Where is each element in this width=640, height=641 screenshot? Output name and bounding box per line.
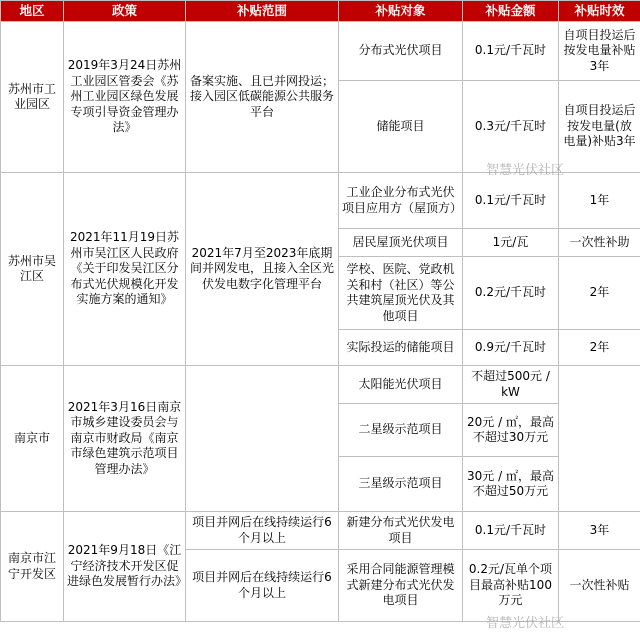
header-amount: 补贴金额 — [463, 1, 559, 22]
header-policy: 政策 — [64, 1, 186, 22]
policy-cell: 2021年3月16日南京市城乡建设委员会与南京市财政局《南京市绿色建筑示范项目管理办法》 — [64, 366, 186, 512]
amount-cell: 0.1元/千瓦时 — [463, 173, 559, 229]
target-cell: 新建分布式光伏发电项目 — [339, 512, 463, 550]
header-period: 补贴时效 — [559, 1, 640, 22]
policy-cell: 2021年9月18日《江宁经济技术开发区促进绿色发展暂行办法》 — [64, 512, 186, 622]
target-cell: 三星级示范项目 — [339, 457, 463, 512]
scope-cell: 备案实施、且已并网投运；接入园区低碳能源公共服务平台 — [186, 22, 339, 173]
region-cell: 南京市 — [1, 366, 64, 512]
amount-cell: 30元 / ㎡，最高不超过50万元 — [463, 457, 559, 512]
period-cell: 自项目投运后按发电量补贴3年 — [559, 22, 640, 81]
target-cell: 工业企业分布式光伏项目应用方（屋顶方） — [339, 173, 463, 229]
watermark: 智慧光伏社区 — [486, 163, 565, 178]
period-cell: 2年 — [559, 257, 640, 330]
amount-cell: 不超过500元 / kW — [463, 366, 559, 404]
table-row — [1, 512, 640, 550]
policy-cell: 2021年11月19日苏州市吴江区人民政府《关于印发吴江区分布式光伏规模化开发实施方案的通知》 — [64, 173, 186, 366]
header-region: 地区 — [1, 1, 64, 22]
target-cell: 二星级示范项目 — [339, 404, 463, 457]
amount-cell: 0.2元/千瓦时 — [463, 257, 559, 330]
target-cell: 太阳能光伏项目 — [339, 366, 463, 404]
header-target: 补贴对象 — [339, 1, 463, 22]
target-cell: 分布式光伏项目 — [339, 22, 463, 81]
target-cell: 实际投运的储能项目 — [339, 330, 463, 366]
table-row — [1, 173, 640, 229]
amount-cell: 0.9元/千瓦时 — [463, 330, 559, 366]
period-cell — [559, 366, 640, 512]
period-cell: 3年 — [559, 512, 640, 550]
period-cell: 一次性补贴 — [559, 550, 640, 622]
policy-cell: 2019年3月24日苏州工业园区管委会《苏州工业园区绿色发展专项引导资金管理办法》 — [64, 22, 186, 173]
period-cell: 一次性补助 — [559, 229, 640, 257]
region-cell: 苏州市工业园区 — [1, 22, 64, 173]
amount-cell: 0.2元/瓦单个项目最高补贴100万元 — [463, 550, 559, 622]
scope-cell: 项目并网后在线持续运行6个月以上 — [186, 550, 339, 622]
region-cell: 苏州市吴江区 — [1, 173, 64, 366]
amount-cell: 0.3元/千瓦时 — [463, 81, 559, 173]
scope-cell — [186, 366, 339, 512]
watermark: 智慧光伏社区 — [486, 616, 565, 631]
target-cell: 储能项目 — [339, 81, 463, 173]
period-cell: 自项目投运后按发电量(放电量)补贴3年 — [559, 81, 640, 173]
amount-cell: 0.1元/千瓦时 — [463, 512, 559, 550]
table-row — [1, 366, 640, 404]
amount-cell: 1元/瓦 — [463, 229, 559, 257]
period-cell: 2年 — [559, 330, 640, 366]
amount-cell: 20元 / ㎡，最高不超过30万元 — [463, 404, 559, 457]
target-cell: 居民屋顶光伏项目 — [339, 229, 463, 257]
amount-cell: 0.1元/千瓦时 — [463, 22, 559, 81]
scope-cell: 项目并网后在线持续运行6个月以上 — [186, 512, 339, 550]
target-cell: 学校、医院、党政机关和村（社区）等公共建筑屋顶光伏及其他项目 — [339, 257, 463, 330]
target-cell: 采用合同能源管理模式新建分布式光伏发电项目 — [339, 550, 463, 622]
scope-cell: 2021年7月至2023年底期间并网发电，且接入全区光伏发电数字化管理平台 — [186, 173, 339, 366]
period-cell: 1年 — [559, 173, 640, 229]
region-cell: 南京市江宁开发区 — [1, 512, 64, 622]
header-row — [1, 1, 640, 22]
header-scope: 补贴范围 — [186, 1, 339, 22]
table-row — [1, 22, 640, 81]
